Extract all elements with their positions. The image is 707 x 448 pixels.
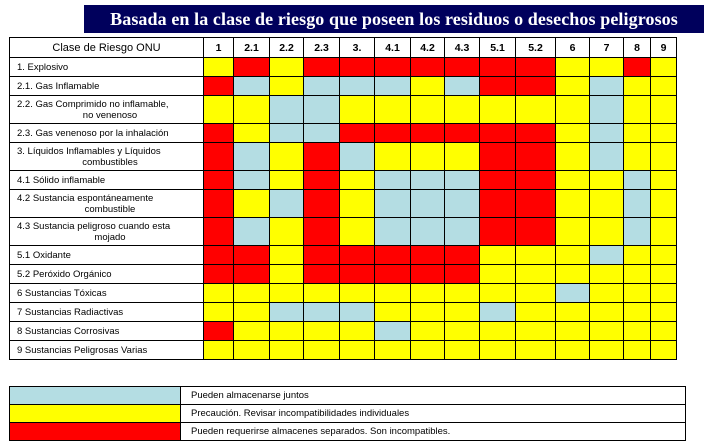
compatibility-cell [624, 265, 651, 284]
risk-class-label-line: 2.3. Gas venenoso por la inhalación [17, 127, 169, 139]
legend-swatch [10, 405, 181, 423]
risk-class-label-line: 5.2 Peróxido Orgánico [17, 268, 112, 280]
compatibility-cell [516, 124, 556, 143]
compatibility-cell [234, 341, 270, 360]
compatibility-cell [556, 246, 590, 265]
compatibility-cell [234, 218, 270, 246]
compatibility-cell [445, 284, 480, 303]
page-title: Basada en la clase de riesgo que poseen los residuos o desechos peligrosos [84, 5, 704, 33]
compatibility-cell [340, 265, 375, 284]
compatibility-cell [411, 58, 445, 77]
compatibility-cell [651, 190, 677, 218]
risk-class-label-line: 5.1 Oxidante [17, 249, 71, 261]
risk-class-label [10, 124, 204, 143]
compatibility-cell [445, 303, 480, 322]
compatibility-cell [556, 218, 590, 246]
compatibility-cell [556, 77, 590, 96]
compatibility-cell [340, 190, 375, 218]
compatibility-cell [411, 322, 445, 341]
compatibility-cell [204, 96, 234, 124]
compatibility-cell [480, 265, 516, 284]
compatibility-cell [624, 246, 651, 265]
compatibility-cell [204, 284, 234, 303]
compatibility-cell [624, 284, 651, 303]
compatibility-cell [234, 96, 270, 124]
risk-class-label-line: mojado [94, 231, 126, 243]
risk-class-label-line: 7 Sustancias Radiactivas [17, 306, 124, 318]
compatibility-cell [411, 246, 445, 265]
compatibility-cell [445, 124, 480, 143]
legend-swatch [10, 387, 181, 405]
header-row [10, 38, 677, 58]
risk-class-label [10, 58, 204, 77]
compatibility-cell [516, 77, 556, 96]
compatibility-cell [651, 303, 677, 322]
risk-class-label-line: 3. Líquidos Inflamables y Líquidos [17, 145, 161, 157]
compatibility-cell [204, 58, 234, 77]
compatibility-cell [556, 265, 590, 284]
compatibility-cell [340, 77, 375, 96]
table-row [10, 96, 677, 124]
compatibility-cell [304, 265, 340, 284]
risk-class-label-line: 4.3 Sustancia peligroso cuando esta [17, 220, 171, 232]
column-header: 6 [556, 38, 590, 58]
compatibility-cell [204, 143, 234, 171]
compatibility-cell [375, 124, 411, 143]
compatibility-cell [651, 265, 677, 284]
compatibility-cell [270, 171, 304, 190]
compatibility-cell [651, 322, 677, 341]
risk-class-label-line: 8 Sustancias Corrosivas [17, 325, 120, 337]
compatibility-cell [516, 265, 556, 284]
compatibility-cell [270, 190, 304, 218]
risk-class-label-line: 9 Sustancias Peligrosas Varias [17, 344, 148, 356]
compatibility-cell [270, 341, 304, 360]
compatibility-cell [590, 143, 624, 171]
compatibility-cell [234, 322, 270, 341]
compatibility-cell [234, 143, 270, 171]
compatibility-cell [234, 284, 270, 303]
compatibility-cell [340, 171, 375, 190]
column-header: 2.1 [234, 38, 270, 58]
compatibility-cell [480, 143, 516, 171]
risk-class-label-line: 2.1. Gas Inflamable [17, 80, 100, 92]
legend-row [10, 405, 686, 423]
compatibility-cell [204, 341, 234, 360]
compatibility-cell [445, 96, 480, 124]
legend-row [10, 387, 686, 405]
compatibility-cell [270, 246, 304, 265]
compatibility-cell [651, 218, 677, 246]
table-row [10, 265, 677, 284]
risk-class-label [10, 190, 204, 218]
column-header: 1 [204, 38, 234, 58]
risk-class-label [10, 322, 204, 341]
compatibility-cell [340, 284, 375, 303]
risk-class-label [10, 77, 204, 96]
risk-class-label-line: no venenoso [82, 109, 138, 121]
compatibility-cell [375, 341, 411, 360]
compatibility-cell [204, 77, 234, 96]
column-header: 7 [590, 38, 624, 58]
table-row [10, 171, 677, 190]
compatibility-cell [445, 218, 480, 246]
compatibility-cell [624, 303, 651, 322]
compatibility-cell [445, 265, 480, 284]
compatibility-cell [480, 303, 516, 322]
compatibility-cell [445, 190, 480, 218]
compatibility-cell [556, 284, 590, 303]
compatibility-cell [234, 190, 270, 218]
compatibility-cell [651, 58, 677, 77]
compatibility-cell [411, 143, 445, 171]
compatibility-cell [556, 303, 590, 322]
compatibility-cell [516, 284, 556, 303]
compatibility-cell [234, 303, 270, 322]
compatibility-cell [375, 218, 411, 246]
compatibility-cell [516, 143, 556, 171]
compatibility-cell [651, 341, 677, 360]
class-label-header: Clase de Riesgo ONU [10, 38, 204, 58]
compatibility-cell [590, 96, 624, 124]
compatibility-cell [304, 341, 340, 360]
compatibility-cell [590, 58, 624, 77]
compatibility-cell [624, 218, 651, 246]
compatibility-cell [270, 77, 304, 96]
compatibility-cell [304, 171, 340, 190]
compatibility-cell [204, 303, 234, 322]
compatibility-cell [270, 265, 304, 284]
compatibility-cell [480, 284, 516, 303]
compatibility-cell [556, 341, 590, 360]
compatibility-cell [480, 58, 516, 77]
compatibility-cell [375, 58, 411, 77]
compatibility-cell [516, 246, 556, 265]
compatibility-cell [516, 341, 556, 360]
compatibility-cell [516, 190, 556, 218]
risk-class-label [10, 246, 204, 265]
table-row [10, 143, 677, 171]
compatibility-cell [204, 124, 234, 143]
compatibility-cell [304, 218, 340, 246]
risk-class-label-line: 1. Explosivo [17, 61, 69, 73]
compatibility-cell [445, 341, 480, 360]
compatibility-cell [445, 77, 480, 96]
compatibility-cell [234, 246, 270, 265]
compatibility-cell [411, 190, 445, 218]
legend-text: Pueden almacenarse juntos [181, 387, 686, 405]
compatibility-cell [480, 246, 516, 265]
compatibility-cell [270, 303, 304, 322]
legend-swatch [10, 423, 181, 441]
compatibility-cell [204, 171, 234, 190]
table-row [10, 218, 677, 246]
compatibility-cell [204, 190, 234, 218]
compatibility-cell [375, 190, 411, 218]
compatibility-cell [445, 171, 480, 190]
compatibility-cell [270, 124, 304, 143]
compatibility-cell [304, 58, 340, 77]
compatibility-cell [651, 77, 677, 96]
column-header: 2.3 [304, 38, 340, 58]
compatibility-cell [304, 303, 340, 322]
column-header: 4.3 [445, 38, 480, 58]
compatibility-matrix [9, 37, 677, 360]
compatibility-cell [624, 190, 651, 218]
column-header: 4.1 [375, 38, 411, 58]
compatibility-cell [375, 284, 411, 303]
compatibility-cell [270, 322, 304, 341]
compatibility-cell [340, 303, 375, 322]
compatibility-cell [234, 171, 270, 190]
compatibility-cell [375, 143, 411, 171]
compatibility-cell [480, 190, 516, 218]
risk-class-label [10, 265, 204, 284]
table-row [10, 322, 677, 341]
compatibility-cell [411, 96, 445, 124]
compatibility-cell [445, 322, 480, 341]
column-header: 8 [624, 38, 651, 58]
compatibility-cell [445, 143, 480, 171]
legend-row [10, 423, 686, 441]
compatibility-cell [270, 143, 304, 171]
risk-class-label [10, 171, 204, 190]
legend-text: Precaución. Revisar incompatibilidades individuales [181, 405, 686, 423]
compatibility-cell [516, 218, 556, 246]
legend-text: Pueden requerirse almacenes separados. Son incompatibles. [181, 423, 686, 441]
compatibility-cell [624, 143, 651, 171]
compatibility-cell [445, 246, 480, 265]
compatibility-cell [304, 96, 340, 124]
compatibility-cell [340, 124, 375, 143]
risk-class-label-line: combustibles [82, 156, 138, 168]
compatibility-cell [411, 303, 445, 322]
compatibility-cell [340, 58, 375, 77]
compatibility-cell [375, 303, 411, 322]
compatibility-cell [624, 96, 651, 124]
compatibility-cell [556, 96, 590, 124]
compatibility-cell [516, 171, 556, 190]
compatibility-cell [234, 58, 270, 77]
compatibility-cell [304, 124, 340, 143]
compatibility-cell [480, 77, 516, 96]
compatibility-cell [304, 284, 340, 303]
compatibility-cell [651, 124, 677, 143]
compatibility-cell [270, 284, 304, 303]
compatibility-cell [375, 171, 411, 190]
risk-class-label [10, 143, 204, 171]
column-header: 5.1 [480, 38, 516, 58]
risk-class-label [10, 284, 204, 303]
compatibility-cell [304, 77, 340, 96]
table-row [10, 284, 677, 303]
compatibility-cell [556, 58, 590, 77]
table-row [10, 190, 677, 218]
compatibility-cell [204, 246, 234, 265]
compatibility-cell [624, 58, 651, 77]
compatibility-cell [651, 284, 677, 303]
table-row [10, 77, 677, 96]
table-row [10, 58, 677, 77]
compatibility-cell [340, 246, 375, 265]
compatibility-cell [624, 77, 651, 96]
compatibility-cell [516, 322, 556, 341]
compatibility-cell [651, 171, 677, 190]
compatibility-cell [304, 246, 340, 265]
compatibility-cell [590, 171, 624, 190]
compatibility-cell [480, 322, 516, 341]
compatibility-cell [590, 322, 624, 341]
compatibility-cell [590, 124, 624, 143]
compatibility-cell [340, 322, 375, 341]
compatibility-cell [340, 218, 375, 246]
compatibility-cell [411, 124, 445, 143]
compatibility-cell [234, 77, 270, 96]
column-header: 2.2 [270, 38, 304, 58]
compatibility-cell [624, 322, 651, 341]
compatibility-cell [304, 190, 340, 218]
column-header: 9 [651, 38, 677, 58]
compatibility-cell [411, 218, 445, 246]
risk-class-label-line: 2.2. Gas Comprimido no inflamable, [17, 98, 169, 110]
compatibility-cell [411, 77, 445, 96]
table-row [10, 124, 677, 143]
table-row [10, 303, 677, 322]
compatibility-cell [516, 58, 556, 77]
compatibility-cell [556, 190, 590, 218]
legend [9, 386, 686, 441]
compatibility-cell [411, 284, 445, 303]
compatibility-cell [590, 341, 624, 360]
compatibility-cell [651, 96, 677, 124]
column-header: 5.2 [516, 38, 556, 58]
compatibility-cell [411, 265, 445, 284]
compatibility-cell [651, 246, 677, 265]
column-header: 4.2 [411, 38, 445, 58]
compatibility-cell [411, 171, 445, 190]
compatibility-cell [516, 303, 556, 322]
compatibility-cell [480, 218, 516, 246]
risk-class-label [10, 303, 204, 322]
compatibility-cell [375, 322, 411, 341]
table-row [10, 246, 677, 265]
compatibility-cell [270, 58, 304, 77]
compatibility-cell [445, 58, 480, 77]
compatibility-cell [204, 218, 234, 246]
compatibility-cell [480, 341, 516, 360]
compatibility-cell [556, 322, 590, 341]
compatibility-cell [590, 246, 624, 265]
risk-class-label-line: combustible [84, 203, 136, 215]
risk-class-label-line: 4.2 Sustancia espontáneamente [17, 192, 154, 204]
compatibility-cell [651, 143, 677, 171]
table-row [10, 341, 677, 360]
compatibility-cell [204, 322, 234, 341]
compatibility-cell [624, 341, 651, 360]
risk-class-label-line: 4.1 Sólido inflamable [17, 174, 106, 186]
risk-class-label [10, 96, 204, 124]
compatibility-cell [340, 143, 375, 171]
risk-class-label-line: 6 Sustancias Tóxicas [17, 287, 107, 299]
compatibility-cell [624, 171, 651, 190]
compatibility-cell [480, 124, 516, 143]
compatibility-cell [375, 96, 411, 124]
compatibility-cell [590, 190, 624, 218]
compatibility-cell [204, 265, 234, 284]
compatibility-cell [590, 265, 624, 284]
compatibility-cell [270, 218, 304, 246]
compatibility-cell [590, 303, 624, 322]
compatibility-cell [624, 124, 651, 143]
compatibility-cell [270, 96, 304, 124]
compatibility-cell [556, 171, 590, 190]
compatibility-cell [590, 284, 624, 303]
compatibility-cell [480, 171, 516, 190]
compatibility-cell [340, 341, 375, 360]
compatibility-cell [304, 322, 340, 341]
compatibility-cell [375, 77, 411, 96]
compatibility-cell [556, 143, 590, 171]
compatibility-cell [480, 96, 516, 124]
compatibility-cell [340, 96, 375, 124]
risk-class-label [10, 218, 204, 246]
compatibility-cell [375, 246, 411, 265]
compatibility-cell [304, 143, 340, 171]
compatibility-cell [411, 341, 445, 360]
compatibility-cell [556, 124, 590, 143]
column-header: 3. [340, 38, 375, 58]
compatibility-cell [590, 77, 624, 96]
risk-class-label [10, 341, 204, 360]
compatibility-cell [516, 96, 556, 124]
compatibility-cell [375, 265, 411, 284]
compatibility-cell [234, 124, 270, 143]
compatibility-cell [590, 218, 624, 246]
compatibility-cell [234, 265, 270, 284]
